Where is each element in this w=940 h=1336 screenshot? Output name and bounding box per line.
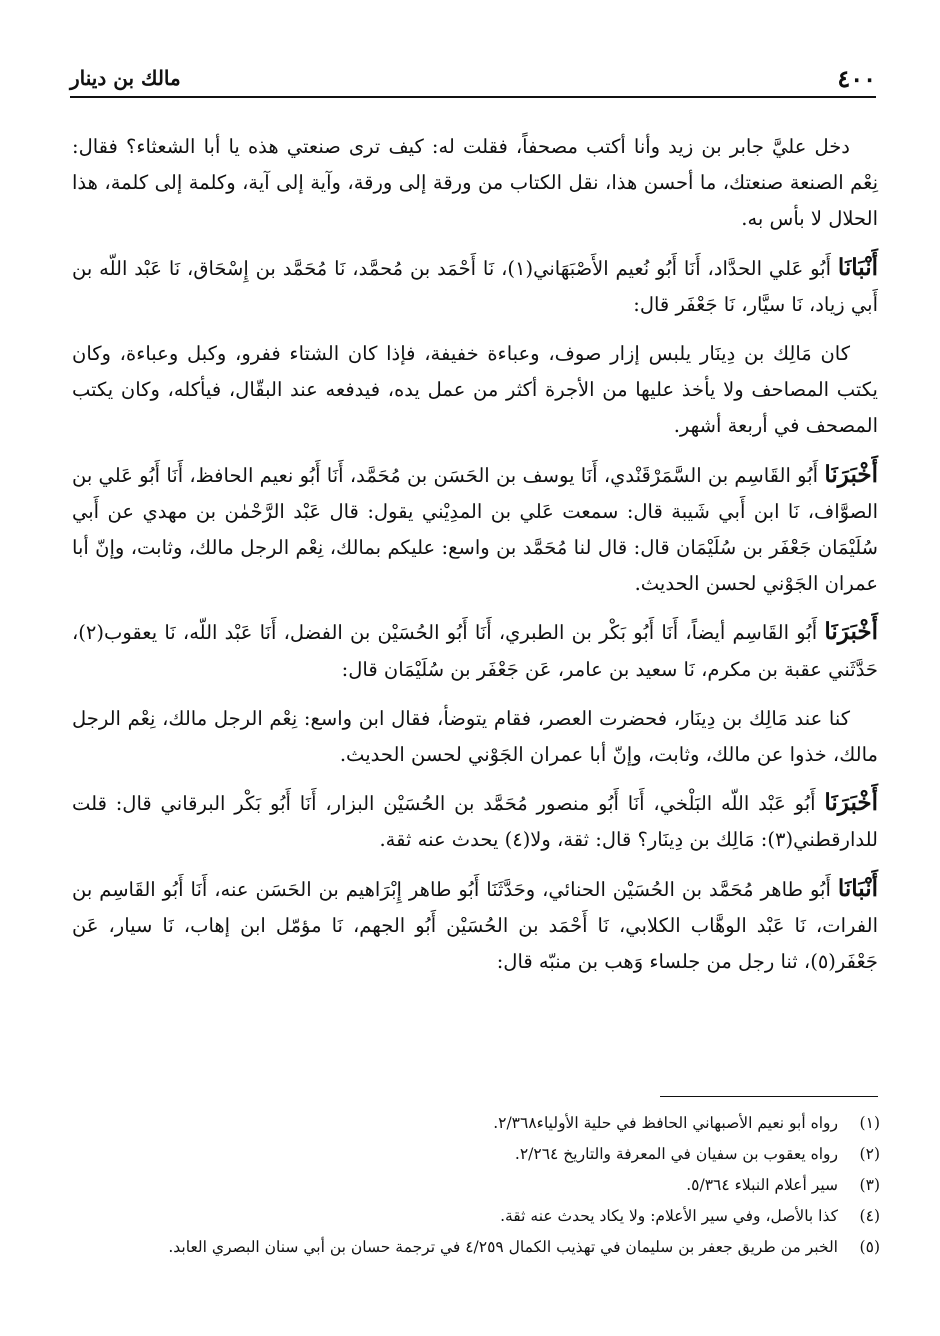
footnote (90, 1108, 880, 1139)
page-number: ٤٠٠ (837, 64, 876, 93)
paragraph-lead: أَنْبَانَا (837, 874, 878, 902)
running-title: مالك بن دينار (70, 66, 181, 90)
footnote-text: الخبر من طريق جعفر بن سليمان في تهذيب الكمال ٤/٢٥٩ في ترجمة حسان بن أبي سنان البصري العابد. (168, 1238, 838, 1256)
paragraph-lead: أَخْبَرَنَا (824, 789, 878, 817)
paragraph-text: أَبُو عَلي الحدَّاد، أَنَا أَبُو نُعيم الأَصْبَهَاني(١)، نَا أَحْمَد بن مُحمَّد، نَا مُحَمَّد بن إِسْحَاق، نَا عَبْد اللّه بن أَبي زياد، نَا سيَّار، نَا جَعْفَر قال: (72, 256, 878, 316)
footnote-number: (٢) (859, 1145, 880, 1163)
paragraph (72, 785, 878, 858)
footnote-divider (660, 1096, 878, 1097)
footnote-text: رواه يعقوب بن سفيان في المعرفة والتاريخ ٢/٢٦٤. (514, 1145, 838, 1163)
paragraph-text: دخل عليَّ جابر بن زيد وأنا أكتب مصحفاً، فقلت له: كيف ترى صنعتي هذه يا أبا الشعثاء؟ فقال: نِعْم الصنعة صنعتك، ما أحسن هذا، نقل الكتاب من ورقة إلى ورقة، وآية إلى آية، وكلمة إلى كلمة، هذا الحلال لا بأس به. (72, 135, 878, 231)
footnote-text: رواه أبو نعيم الأصبهاني الحافظ في حلية الأولياء٢/٣٦٨. (493, 1114, 838, 1132)
paragraph-lead: أَخْبَرَنَا (824, 618, 878, 646)
paragraph (72, 700, 878, 773)
footnote-number: (٥) (859, 1238, 880, 1256)
paragraph-text: كان مَالِك بن دِينَار يلبس إزار صوف، وعباءة خفيفة، فإذا كان الشتاء ففرو، وكبل وعباءة، وكان يكتب المصاحف ولا يأخذ عليها من الأجرة أكثر من عمل يده، فيدفعه عند البقّال، فيأكله، وكان يكتب المصحف في أربعة أشهر. (72, 342, 878, 438)
footnote-text: كذا بالأصل، وفي سير الأعلام: ولا يكاد يحدث عنه ثقة. (500, 1207, 838, 1225)
paragraph (72, 457, 878, 603)
paragraph-text: كنا عند مَالِك بن دِينَار، فحضرت العصر، فقام يتوضأ، فقال ابن واسع: نِعْم الرجل مالك، نِعْم الرجل مالك، خذوا عن مالك، وثابت، وإنّ أبا عمران الجَوْني لحسن الحديث. (72, 706, 878, 767)
paragraph (72, 128, 878, 238)
main-text (72, 128, 878, 992)
page-header (70, 62, 876, 98)
paragraph-text: أَبُو طاهر مُحَمَّد بن الحُسَيْن الحنائي، وحَدَّثَنَا أَبُو طاهر إِبْرَاهيم بن الحَسَن عنه، أَنَا أَبُو القَاسِم بن الفرات، نَا عَبْد الوهَّاب الكلابي، نَا أَحْمَد بن الحُسَيْن أَبُو الجهم، نَا مؤمّل ابن إهاب، نَا سيار، عَن جَعْفَر(٥)، ثنا رجل من جلساء وَهب بن منبّه قال: (72, 877, 878, 974)
paragraph (72, 250, 878, 323)
paragraph-text: أَبُو عَبْد اللّه البَلْخي، أَنَا أَبُو منصور مُحَمَّد بن الحُسَيْن البزار، أَنَا أَبُو بَكْر البرقاني قال: قلت للدارقطني(٣): مَالِك بن دِينَار؟ قال: ثقة، ولا(٤) يحدث عنه ثقة. (72, 792, 878, 852)
paragraph-text: أَبُو القَاسِم أيضاً، أَنَا أَبُو بَكْر بن الطبري، أَنَا أَبُو الحُسَيْن بن الفضل، أَنَا عَبْد اللّه، نَا يعقوب(٢)، حَدَّثَني عقبة بن مكرم، نَا سعيد بن عامر، عَن جَعْفَر بن سُلَيْمَان قال: (72, 621, 878, 681)
footnote-number: (٤) (859, 1207, 880, 1225)
footnote (90, 1201, 880, 1232)
paragraph-text: أَبُو القَاسِم بن السَّمَرْقَنْدي، أَنَا يوسف بن الحَسَن بن مُحَمَّد، أَنَا أَبُو نعيم الحافظ، أَنَا أَبُو عَلي بن الصوَّاف، نَا ابن أَبي شَيبة قال: سمعت عَلي بن المدِيْني يقول: قال عَبْد الرَّحْمٰن بن مهدي عن أَبي سُلَيْمَان جَعْفَر بن سُلَيْمَان قال: قال لنا مُحَمَّد بن واسع: عليكم بمالك، نِعْم الرجل مالك، وثابت، وإنّ أبا عمران الجَوْني لحسن الحديث. (72, 463, 878, 596)
footnote-number: (١) (859, 1114, 880, 1132)
footnote (90, 1139, 880, 1170)
paragraph-lead: أَنْبَانَا (837, 253, 878, 281)
footnote (90, 1170, 880, 1201)
paragraph (72, 614, 878, 687)
footnote-number: (٣) (859, 1176, 880, 1194)
paragraph (72, 335, 878, 445)
paragraph (72, 871, 878, 981)
footnote-text: سير أعلام النبلاء ٥/٣٦٤. (686, 1176, 838, 1194)
footnotes (90, 1108, 880, 1263)
paragraph-lead: أَخْبَرَنَا (824, 460, 878, 488)
footnote (90, 1232, 880, 1263)
